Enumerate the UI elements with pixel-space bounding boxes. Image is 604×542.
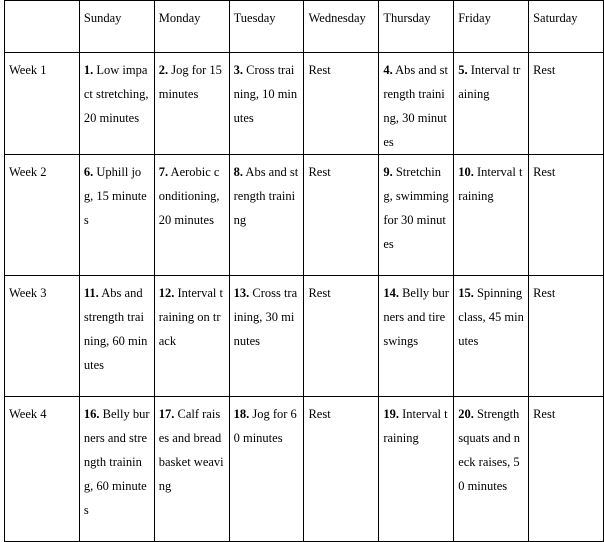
activity-text: Jog for 60 minutes bbox=[233, 407, 297, 445]
workout-schedule-table bbox=[4, 0, 604, 542]
day-cell bbox=[379, 397, 454, 542]
header-cell-friday: Friday bbox=[454, 1, 529, 53]
day-number: 20. bbox=[458, 407, 474, 421]
day-cell bbox=[229, 276, 304, 397]
table-row bbox=[5, 155, 604, 276]
week-label: Week 2 bbox=[5, 155, 80, 276]
activity-text: Rest bbox=[308, 286, 331, 300]
day-cell bbox=[454, 276, 529, 397]
activity-text: Calf raises and breadbasket weaving bbox=[158, 407, 224, 493]
activity-text: Low impact stretching, 20 minutes bbox=[83, 63, 149, 125]
day-cell bbox=[154, 276, 229, 397]
day-number: 1. bbox=[83, 63, 94, 77]
week-label: Week 1 bbox=[5, 53, 80, 155]
activity-text: Abs and strength training bbox=[233, 165, 299, 227]
activity-text: Cross training, 10 minutes bbox=[233, 63, 298, 125]
table-row bbox=[5, 53, 604, 155]
day-cell bbox=[454, 155, 529, 276]
day-number: 16. bbox=[83, 407, 100, 421]
day-cell bbox=[304, 397, 379, 542]
day-cell bbox=[154, 397, 229, 542]
day-cell bbox=[454, 53, 529, 155]
day-cell bbox=[79, 53, 154, 155]
header-cell-sunday: Sunday bbox=[79, 1, 154, 53]
day-number: 11. bbox=[83, 286, 99, 300]
header-row bbox=[5, 1, 604, 53]
day-number: 2. bbox=[158, 63, 169, 77]
day-cell bbox=[454, 397, 529, 542]
day-cell bbox=[304, 276, 379, 397]
day-cell bbox=[229, 155, 304, 276]
activity-text: Uphill jog, 15 minutes bbox=[83, 165, 147, 227]
activity-text: Interval training on track bbox=[158, 286, 223, 348]
activity-text: Belly burners and tire swings bbox=[383, 286, 449, 348]
day-number: 9. bbox=[383, 165, 393, 179]
activity-text: Spinning class, 45 minutes bbox=[458, 286, 524, 348]
day-cell bbox=[529, 53, 604, 155]
header-cell-thursday: Thursday bbox=[379, 1, 454, 53]
activity-text: Strength squats and neck raises, 50 minutes bbox=[458, 407, 521, 493]
activity-text: Rest bbox=[533, 63, 556, 77]
day-cell bbox=[229, 397, 304, 542]
activity-text: Abs and strength training, 30 minutes bbox=[383, 63, 448, 149]
day-cell bbox=[79, 155, 154, 276]
activity-text: Interval training bbox=[458, 165, 523, 203]
week-label: Week 3 bbox=[5, 276, 80, 397]
activity-text: Stretching, swimming for 30 minutes bbox=[383, 165, 449, 251]
day-number: 15. bbox=[458, 286, 474, 300]
day-cell bbox=[379, 155, 454, 276]
week-label: Week 4 bbox=[5, 397, 80, 542]
activity-text: Belly burners and strength training, 60 minutes bbox=[83, 407, 150, 517]
day-number: 19. bbox=[383, 407, 399, 421]
activity-text: Cross training, 30 minutes bbox=[233, 286, 298, 348]
header-cell-wednesday: Wednesday bbox=[304, 1, 379, 53]
day-cell bbox=[229, 53, 304, 155]
activity-text: Rest bbox=[533, 165, 556, 179]
activity-text: Rest bbox=[308, 407, 331, 421]
day-number: 5. bbox=[458, 63, 468, 77]
activity-text: Jog for 15 minutes bbox=[158, 63, 222, 101]
activity-text: Rest bbox=[533, 286, 556, 300]
table-row bbox=[5, 276, 604, 397]
day-number: 3. bbox=[233, 63, 243, 77]
header-cell-corner bbox=[5, 1, 80, 53]
table-row bbox=[5, 397, 604, 542]
header-cell-tuesday: Tuesday bbox=[229, 1, 304, 53]
day-number: 8. bbox=[233, 165, 243, 179]
header-cell-monday: Monday bbox=[154, 1, 229, 53]
day-cell bbox=[379, 53, 454, 155]
day-number: 6. bbox=[83, 165, 94, 179]
day-number: 18. bbox=[233, 407, 250, 421]
header-cell-saturday: Saturday bbox=[529, 1, 604, 53]
day-number: 14. bbox=[383, 286, 399, 300]
activity-text: Rest bbox=[533, 407, 556, 421]
activity-text: Rest bbox=[308, 63, 331, 77]
activity-text: Abs and strength training, 60 minutes bbox=[83, 286, 148, 372]
day-number: 17. bbox=[158, 407, 175, 421]
day-cell bbox=[154, 53, 229, 155]
day-cell bbox=[79, 397, 154, 542]
activity-text: Interval training bbox=[458, 63, 521, 101]
day-cell bbox=[154, 155, 229, 276]
activity-text: Aerobic conditioning, 20 minutes bbox=[158, 165, 220, 227]
day-cell bbox=[529, 155, 604, 276]
day-cell bbox=[304, 155, 379, 276]
activity-text: Interval training bbox=[383, 407, 448, 445]
activity-text: Rest bbox=[308, 165, 331, 179]
day-cell bbox=[529, 276, 604, 397]
day-cell bbox=[79, 276, 154, 397]
day-number: 10. bbox=[458, 165, 474, 179]
day-number: 13. bbox=[233, 286, 250, 300]
day-number: 12. bbox=[158, 286, 175, 300]
day-cell bbox=[379, 276, 454, 397]
day-cell bbox=[304, 53, 379, 155]
day-number: 7. bbox=[158, 165, 169, 179]
day-cell bbox=[529, 397, 604, 542]
day-number: 4. bbox=[383, 63, 393, 77]
